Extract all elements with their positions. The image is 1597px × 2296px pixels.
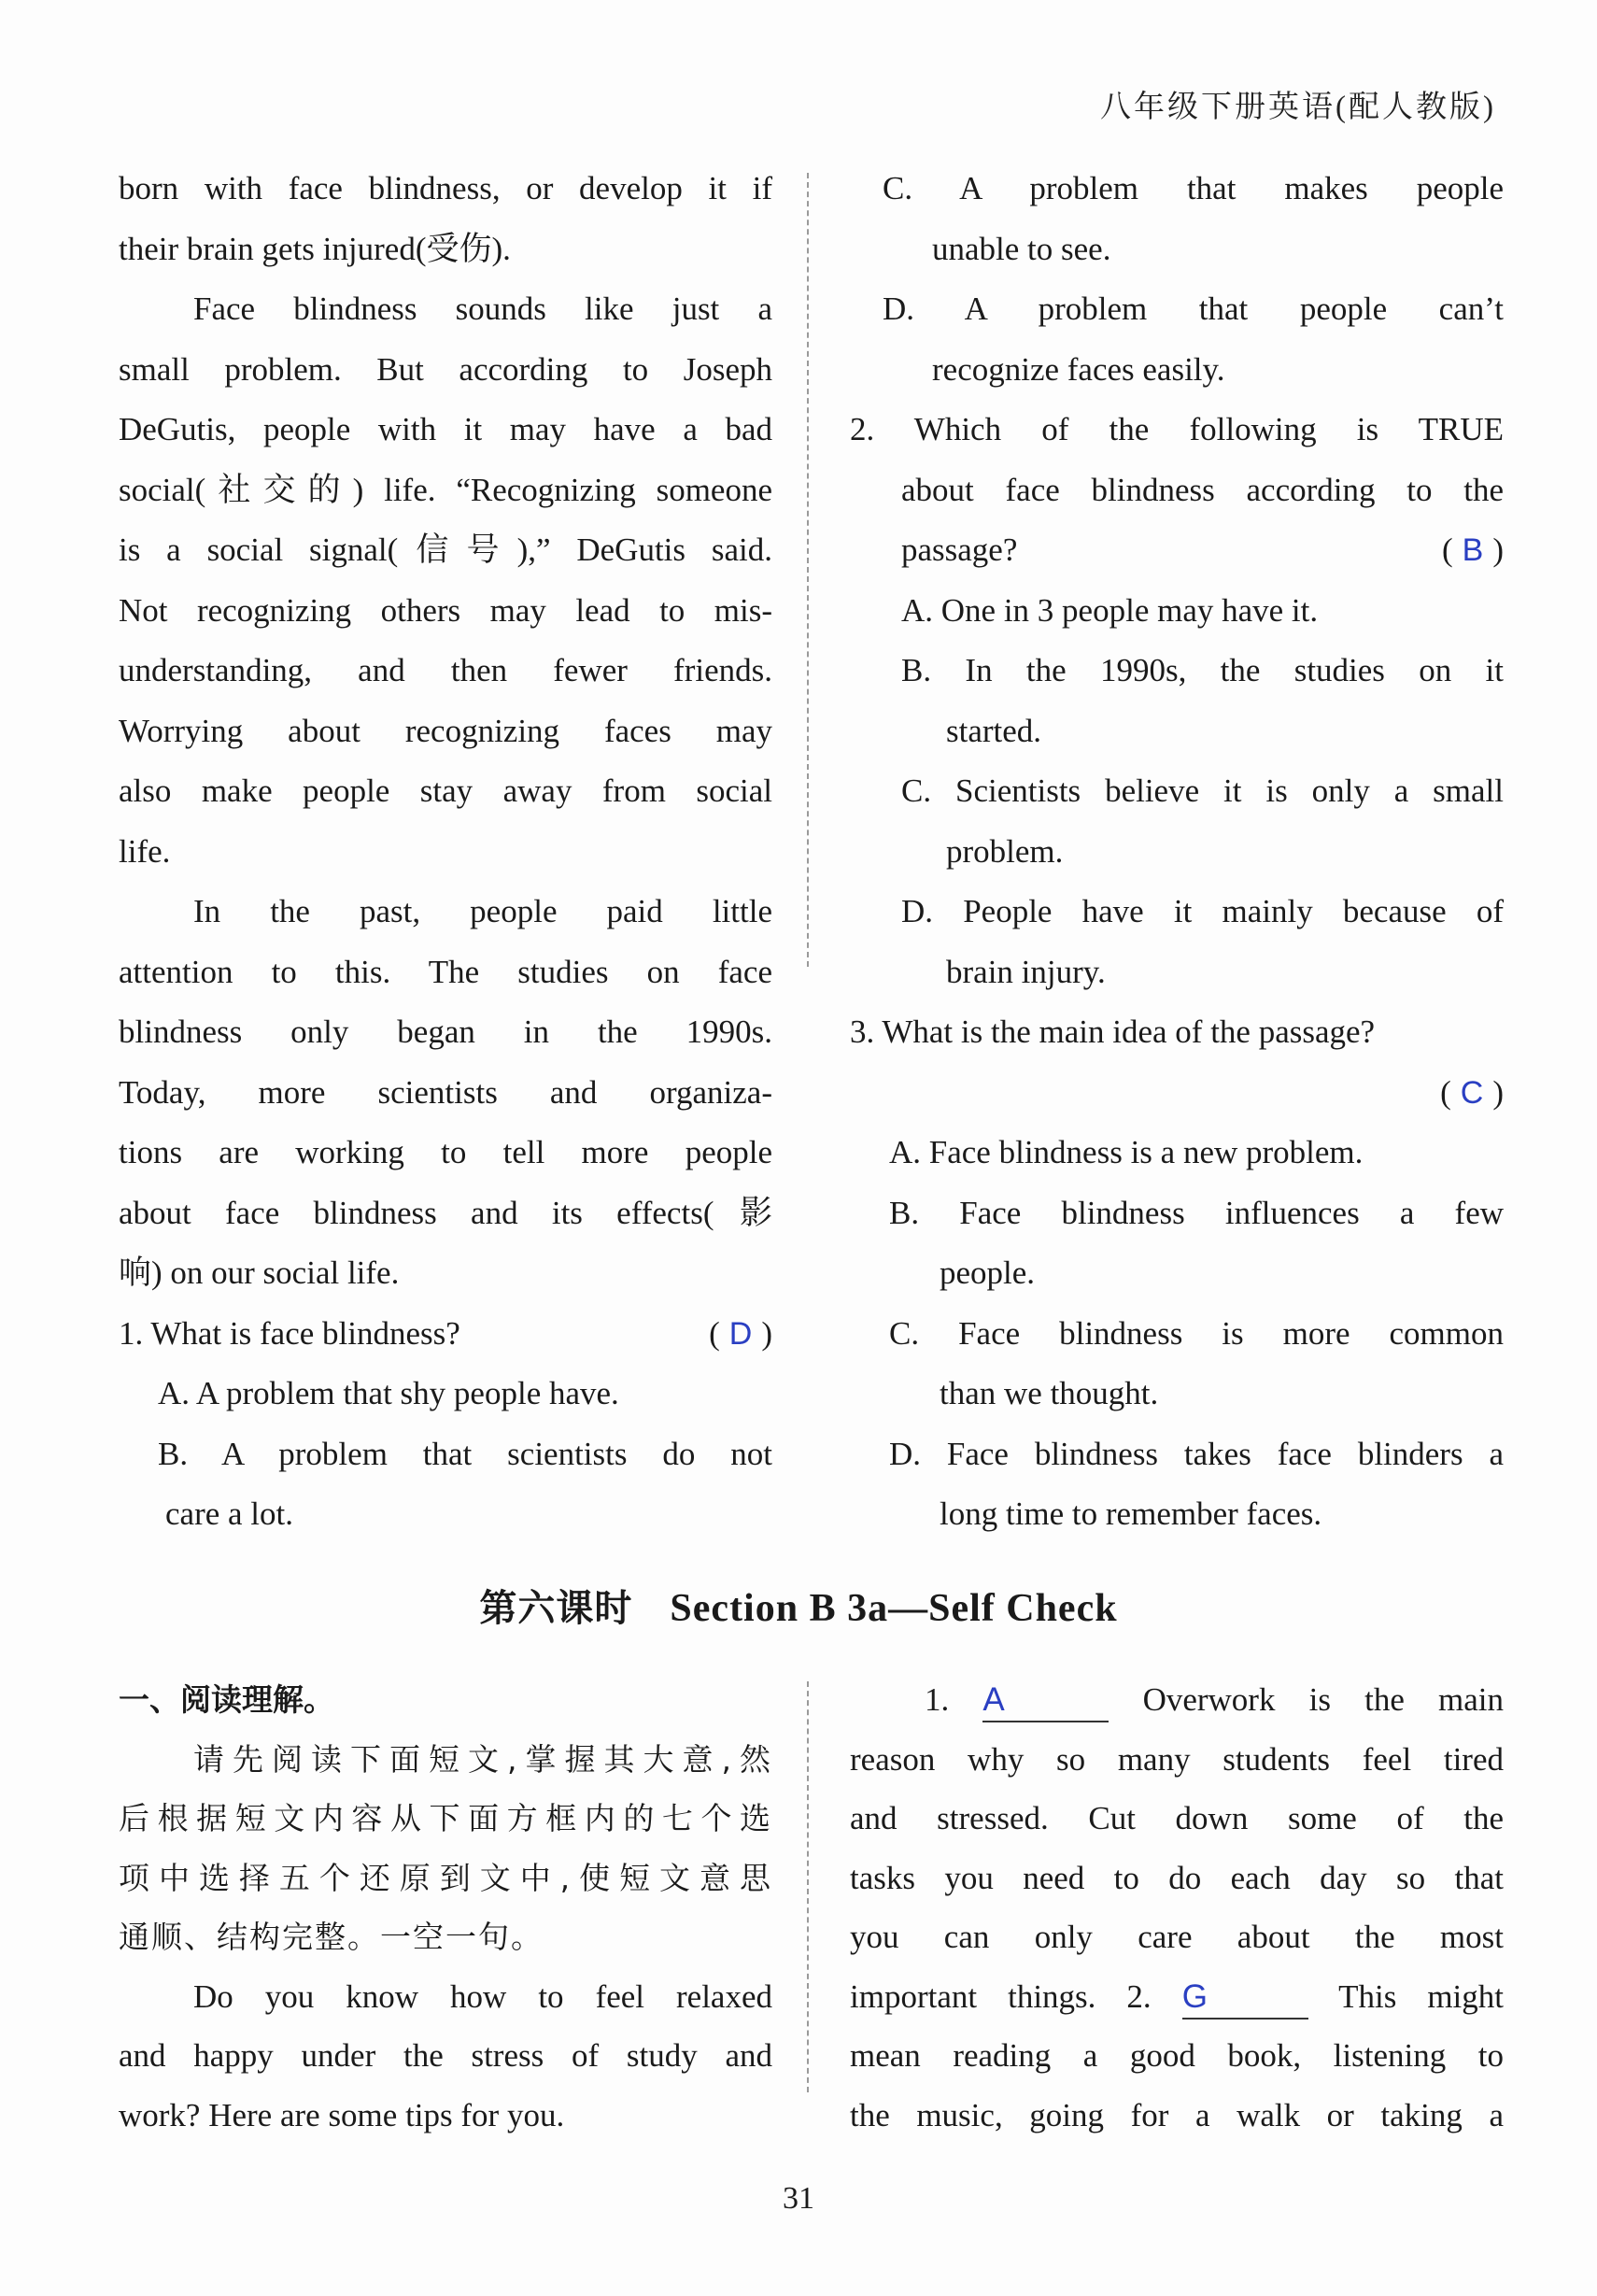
option-line: C. Scientists believe it is only a small — [901, 772, 1504, 809]
text-line: born with face blindness, or develop it if — [119, 170, 772, 206]
text-line: DeGutis, people with it may have a bad — [119, 411, 772, 447]
right-column-bottom — [850, 1670, 1504, 2145]
option-line: A. Face blindness is a new problem. — [889, 1134, 1364, 1170]
instruction-line: 项中选择五个还原到文中,使短文意思 — [119, 1859, 772, 1896]
text-line: mean reading a good book, listening to — [850, 2037, 1504, 2074]
text-line: social(社交的) life. “Recognizing someone — [119, 471, 772, 508]
answer-mark: B — [1462, 532, 1484, 568]
question-1 — [119, 1304, 772, 1365]
right-column-top — [850, 159, 1504, 1545]
text-line — [850, 1967, 1504, 2027]
section-title-cn: 第六课时 — [479, 1586, 633, 1630]
text-line: is a social signal(信号),” DeGutis said. — [119, 531, 772, 568]
option-line: than we thought. — [940, 1375, 1159, 1411]
column-divider-bottom — [807, 1681, 809, 2092]
text-line: Face blindness sounds like just a — [193, 291, 772, 327]
option-line: people. — [940, 1254, 1036, 1291]
answer-bracket: ( B ) — [1442, 531, 1504, 568]
text-line: Today, more scientists and organiza- — [119, 1073, 772, 1111]
option-line: problem. — [946, 832, 1064, 870]
text-line: Worrying about recognizing faces may — [119, 712, 772, 749]
answer-mark: D — [728, 1315, 753, 1352]
option-line: long time to remember faces. — [940, 1495, 1322, 1532]
text-span: Overwork is the main — [1142, 1681, 1505, 1718]
text-line: their brain gets injured(受伤). — [119, 230, 511, 267]
exercise-heading: 一、阅读理解。 — [119, 1681, 334, 1718]
text-line: blindness only began in the 1990s. — [119, 1013, 772, 1050]
question-2-line — [850, 520, 1504, 581]
option-line: B. Face blindness influences a few — [889, 1194, 1504, 1231]
left-column-top — [119, 159, 772, 1545]
question-3-line: 3. What is the main idea of the passage? — [850, 1013, 1376, 1050]
instruction-line: 请先阅读下面短文,掌握其大意,然 — [193, 1740, 772, 1778]
text-span: This might — [1338, 1977, 1505, 2015]
option-line: C. A problem that makes people — [883, 170, 1504, 206]
answer-bracket: ( D ) — [709, 1314, 772, 1352]
text-line: small problem. But according to Joseph — [119, 350, 772, 388]
text-line: work? Here are some tips for you. — [119, 2096, 565, 2133]
option-line: recognize faces easily. — [932, 350, 1225, 388]
option-line: D. Face blindness takes face blinders a — [889, 1435, 1504, 1472]
answer-bracket: ( C ) — [1440, 1073, 1504, 1111]
section-title-en: Section B 3a—Self Check — [670, 1587, 1118, 1630]
text-line: and happy under the stress of study and — [119, 2037, 772, 2074]
option-line: C. Face blindness is more common — [889, 1314, 1504, 1352]
text-line — [850, 1670, 1504, 1730]
page-number: 31 — [783, 2181, 814, 2216]
option-line: B. In the 1990s, the studies on it — [901, 652, 1504, 688]
instruction-line: 通顺、结构完整。一空一句。 — [119, 1919, 544, 1955]
column-divider-top — [807, 173, 809, 967]
option-line: D. People have it mainly because of — [901, 893, 1504, 929]
page-header: 八年级下册英语(配人教版) — [1100, 91, 1496, 124]
option-line: unable to see. — [932, 230, 1111, 267]
question-3-line — [850, 1063, 1504, 1124]
option-line: D. A problem that people can’t — [883, 291, 1504, 327]
text-line: you can only care about the most — [850, 1919, 1504, 1955]
question-text: 1. What is face blindness? — [119, 1314, 460, 1352]
text-span: important things. 2. — [850, 1977, 1152, 2015]
text-line: life. — [119, 832, 171, 870]
text-line: about face blindness and its effects(影 — [119, 1194, 772, 1231]
text-line: also make people stay away from social — [119, 772, 772, 809]
answer-blank-1[interactable]: A — [982, 1679, 1109, 1722]
left-column-bottom — [119, 1670, 772, 2145]
text-line: understanding, and then fewer friends. — [119, 652, 772, 688]
section-title — [0, 1579, 1597, 1632]
text-line: reason why so many students feel tired — [850, 1740, 1504, 1778]
text-line: Not recognizing others may lead to mis- — [119, 591, 772, 629]
question-text: passage? — [901, 531, 1018, 568]
blank-number: 1. — [925, 1681, 950, 1718]
option-line: A. A problem that shy people have. — [158, 1375, 619, 1411]
option-line: B. A problem that scientists do not — [158, 1435, 772, 1472]
instruction-line: 后根据短文内容从下面方框内的七个选 — [119, 1800, 772, 1836]
option-line: started. — [946, 712, 1042, 749]
text-line: 响) on our social life. — [119, 1254, 400, 1291]
text-line: and stressed. Cut down some of the — [850, 1800, 1504, 1836]
option-line: brain injury. — [946, 953, 1106, 990]
text-line: tasks you need to do each day so that — [850, 1859, 1504, 1896]
text-line: the music, going for a walk or taking a — [850, 2096, 1504, 2133]
text-line: attention to this. The studies on face — [119, 953, 772, 990]
text-line: tions are working to tell more people — [119, 1134, 772, 1170]
text-line: Do you know how to feel relaxed — [193, 1977, 772, 2015]
answer-mark: C — [1460, 1074, 1484, 1111]
question-2-line: about face blindness according to the — [901, 471, 1504, 508]
text-line: In the past, people paid little — [193, 893, 772, 929]
option-line: care a lot. — [165, 1495, 293, 1532]
question-2-line: 2. Which of the following is TRUE — [850, 411, 1504, 447]
option-line: A. One in 3 people may have it. — [901, 591, 1319, 629]
answer-blank-2[interactable]: G — [1182, 1977, 1308, 2020]
